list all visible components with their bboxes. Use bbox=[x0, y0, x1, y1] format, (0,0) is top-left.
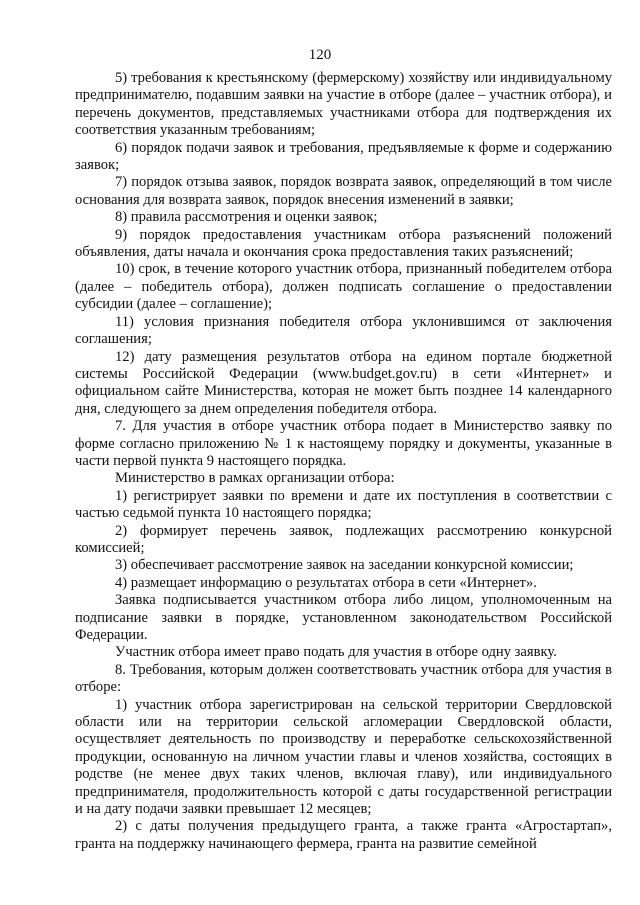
requirement-item-1: 1) участник отбора зарегистрирован на сельской территории Свердловской области или на территории сельской агломерации Свердловской области, осуществляет деятельность по производству и переработке сельскохозяйственной продукции, основанную на личном участии главы и членов хозяйства, состоящих в родстве (не менее двух таких членов, включая главу), или индивидуального предпринимателя, продолжительность которой с даты государственной регистрации и на дату подачи заявки превышает 12 месяцев; bbox=[75, 696, 612, 818]
one-application-paragraph: Участник отбора имеет право подать для участия в отборе одну заявку. bbox=[115, 644, 557, 661]
clause-8-requirements: 8. Требования, которым должен соответствовать участник отбора для участия в отборе: bbox=[75, 661, 612, 696]
paragraph-6-submission-order: 6) порядок подачи заявок и требования, предъявляемые к форме и содержанию заявок; bbox=[75, 139, 612, 174]
ministry-item-3: 3) обеспечивает рассмотрение заявок на заседании конкурсной комиссии; bbox=[115, 557, 574, 574]
document-body bbox=[75, 70, 612, 853]
ministry-item-1: 1) регистрирует заявки по времени и дате их поступления в соответствии с частью седьмой пункта 10 настоящего порядка; bbox=[75, 487, 612, 522]
clause-7-application: 7. Для участия в отборе участник отбора подает в Министерство заявку по форме согласно приложению № 1 к настоящему порядку и документы, указанные в части первой пункта 9 настоящего порядка. bbox=[75, 418, 612, 469]
paragraph-9-clarifications: 9) порядок предоставления участникам отбора разъяснений положений объявления, даты начала и окончания срока предоставления таких разъяснений; bbox=[75, 226, 612, 261]
ministry-item-4: 4) размещает информацию о результатах отбора в сети «Интернет». bbox=[115, 574, 537, 591]
paragraph-11-evasion: 11) условия признания победителя отбора уклонившимся от заключения соглашения; bbox=[75, 313, 612, 348]
signing-paragraph: Заявка подписывается участником отбора либо лицом, уполномоченным на подписание заявки в порядке, установленном законодательством Российской Федерации. bbox=[75, 592, 612, 643]
requirement-item-2: 2) с даты получения предыдущего гранта, а также гранта «Агростартап», гранта на поддержку начинающего фермера, гранта на развитие семейной bbox=[75, 818, 612, 852]
paragraph-12-results-date: 12) дату размещения результатов отбора на едином портале бюджетной системы Российской Федерации (www.budget.gov.ru) в сети «Интернет» и официальном сайте Министерства, которая не может быть позднее 14 календарного дня, следующего за днем определения победителя отбора. bbox=[75, 348, 612, 417]
paragraph-10-signing-term: 10) срок, в течение которого участник отбора, признанный победителем отбора (далее – победитель отбора), должен подписать соглашение о предоставлении субсидии (далее – соглашение); bbox=[75, 261, 612, 313]
paragraph-7-withdrawal: 7) порядок отзыва заявок, порядок возврата заявок, определяющий в том числе основания для возврата заявок, порядок внесения изменений в заявки; bbox=[75, 174, 612, 208]
page-number: 120 bbox=[308, 47, 332, 63]
paragraph-8-evaluation-rules: 8) правила рассмотрения и оценки заявок; bbox=[115, 209, 378, 226]
ministry-intro: Министерство в рамках организации отбора: bbox=[115, 470, 395, 487]
ministry-item-2: 2) формирует перечень заявок, подлежащих рассмотрению конкурсной комиссией; bbox=[75, 522, 612, 556]
paragraph-5-requirements: 5) требования к крестьянскому (фермерскому) хозяйству или индивидуальному предпринимателю, подавшим заявки на участие в отборе (далее – участник отбора), и перечень документов, представляемых участниками отбора для подтверждения их соответствия указанным требованиям; bbox=[75, 70, 612, 139]
